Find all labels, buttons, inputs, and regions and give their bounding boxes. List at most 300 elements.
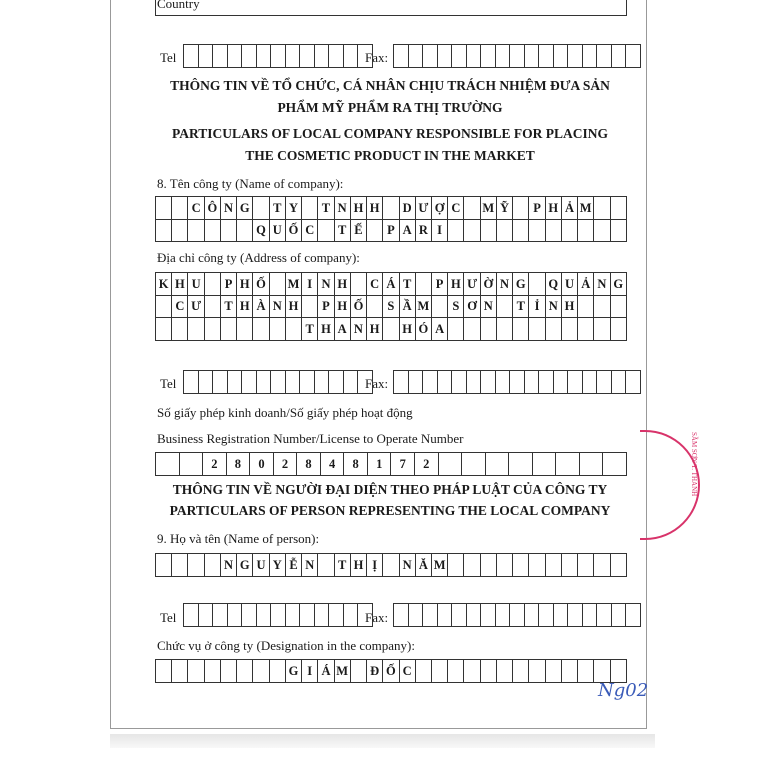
country-boxes — [155, 0, 627, 16]
char-box — [533, 453, 557, 475]
char-box: G — [513, 273, 529, 295]
empty-box — [344, 45, 359, 67]
char-box — [464, 554, 480, 576]
address-row — [155, 318, 627, 341]
char-box: N — [318, 273, 334, 295]
empty-box — [199, 45, 214, 67]
char-box — [578, 554, 594, 576]
company-label: 8. Tên công ty (Name of company): — [157, 176, 344, 191]
char-box: Á — [383, 273, 399, 295]
char-box: G — [613, 277, 624, 291]
empty-box — [394, 371, 409, 393]
char-box: A — [400, 219, 416, 241]
char-box: P — [529, 197, 545, 219]
char-box: G — [286, 660, 302, 682]
char-box — [562, 660, 578, 682]
char-box: N — [221, 554, 237, 576]
empty-box — [213, 604, 228, 626]
empty-box — [329, 371, 344, 393]
char-box: U — [562, 273, 578, 295]
char-box: Ỹ — [497, 197, 513, 219]
empty-box — [271, 604, 286, 626]
char-box: H — [335, 273, 351, 295]
char-box — [172, 219, 188, 241]
char-box: Ơ — [464, 295, 480, 317]
char-box — [286, 318, 302, 340]
char-box: 0 — [250, 453, 274, 475]
empty-box — [242, 604, 257, 626]
section-title-vn: THÔNG TIN VỀ TỔ CHỨC, CÁ NHÂN CHỊU TRÁCH NHIỆM ĐƯA SẢN PHẨM MỸ PHẨM RA THỊ TRƯỜNG — [170, 78, 610, 115]
char-box: Y — [270, 554, 286, 576]
person-row — [155, 553, 627, 577]
empty-box — [300, 604, 315, 626]
empty-box — [228, 604, 243, 626]
tel-label: Tel — [160, 610, 177, 625]
empty-box — [423, 604, 438, 626]
char-box — [497, 318, 513, 340]
char-box — [237, 660, 253, 682]
empty-box — [423, 45, 438, 67]
char-box — [594, 197, 610, 219]
char-box — [156, 295, 172, 317]
char-box: H — [335, 295, 351, 317]
char-box — [156, 660, 172, 682]
char-box — [594, 318, 610, 340]
char-box: N — [400, 554, 416, 576]
char-box: N — [270, 295, 286, 317]
char-box — [611, 295, 626, 317]
empty-box — [583, 604, 598, 626]
char-box — [221, 318, 237, 340]
char-box — [205, 554, 221, 576]
char-box — [529, 273, 545, 295]
char-box: 8 — [297, 453, 321, 475]
char-box — [497, 295, 513, 317]
char-box — [529, 318, 545, 340]
empty-box — [496, 604, 511, 626]
char-box: I — [302, 273, 318, 295]
char-box — [611, 219, 626, 241]
char-box: T — [400, 273, 416, 295]
char-box — [481, 660, 497, 682]
company-stamp: SẦM SƠN T. THANH — [640, 430, 700, 540]
char-box: H — [351, 197, 367, 219]
char-box: À — [253, 295, 269, 317]
char-box: N — [497, 273, 513, 295]
char-box: Ả — [578, 273, 594, 295]
empty-box — [481, 45, 496, 67]
char-box — [205, 318, 221, 340]
empty-box — [554, 371, 569, 393]
char-box: Ă — [416, 554, 432, 576]
char-box — [513, 554, 529, 576]
char-box — [205, 660, 221, 682]
char-box — [432, 295, 448, 317]
char-box: P — [432, 273, 448, 295]
char-box — [448, 219, 464, 241]
char-box: A — [432, 318, 448, 340]
char-box: 2 — [415, 453, 439, 475]
char-box — [497, 554, 513, 576]
empty-box — [525, 604, 540, 626]
char-box — [188, 554, 204, 576]
char-box — [513, 197, 529, 219]
char-box: N — [351, 318, 367, 340]
char-box: Y — [286, 197, 302, 219]
char-box — [464, 219, 480, 241]
license-row — [155, 452, 627, 476]
char-box: T — [318, 197, 334, 219]
address-label: Địa chỉ công ty (Address of company): — [157, 250, 360, 265]
char-box: Ó — [416, 318, 432, 340]
char-box — [351, 660, 367, 682]
char-box: Ỉ — [529, 295, 545, 317]
char-box: H — [237, 295, 253, 317]
empty-box — [568, 604, 583, 626]
empty-box — [184, 604, 199, 626]
empty-box — [452, 371, 467, 393]
empty-box — [394, 45, 409, 67]
char-box — [546, 554, 562, 576]
char-box: Ư — [188, 295, 204, 317]
empty-box — [242, 371, 257, 393]
char-box: T — [335, 219, 351, 241]
char-box — [448, 554, 464, 576]
char-box: Ố — [253, 273, 269, 295]
empty-box — [496, 371, 511, 393]
char-box — [594, 660, 610, 682]
char-box: P — [221, 273, 237, 295]
empty-box — [612, 45, 627, 67]
char-box — [383, 318, 399, 340]
empty-box — [554, 604, 569, 626]
char-box: K — [156, 273, 172, 295]
char-box — [497, 660, 513, 682]
char-box: S — [448, 295, 464, 317]
char-box — [481, 554, 497, 576]
char-box — [611, 660, 626, 682]
char-box: H — [237, 273, 253, 295]
empty-box — [257, 371, 272, 393]
person-section-en: PARTICULARS OF PERSON REPRESENTING THE LOCAL COMPANY — [169, 503, 611, 518]
empty-box — [554, 45, 569, 67]
company-row — [155, 196, 627, 220]
char-box: Ố — [286, 219, 302, 241]
char-box — [156, 453, 180, 475]
empty-box — [626, 604, 640, 626]
empty-box — [329, 604, 344, 626]
empty-box — [344, 371, 359, 393]
empty-box — [300, 45, 315, 67]
char-box — [172, 318, 188, 340]
char-box — [594, 295, 610, 317]
char-box — [270, 273, 286, 295]
char-box: Q — [546, 273, 562, 295]
empty-box — [539, 371, 554, 393]
empty-box — [344, 604, 359, 626]
char-box — [578, 295, 594, 317]
empty-box — [568, 371, 583, 393]
char-box — [253, 660, 269, 682]
char-box — [481, 219, 497, 241]
empty-box — [184, 45, 199, 67]
fax-boxes — [393, 603, 641, 627]
char-box: C — [172, 295, 188, 317]
empty-box — [597, 604, 612, 626]
license-label-vn: Số giấy phép kinh doanh/Số giấy phép hoạt động — [157, 405, 413, 420]
char-box: H — [172, 273, 188, 295]
empty-box — [228, 45, 243, 67]
char-box: Ờ — [481, 273, 497, 295]
empty-box — [271, 371, 286, 393]
char-box: Ợ — [432, 197, 448, 219]
char-box — [594, 219, 610, 241]
char-box: Ầ — [400, 295, 416, 317]
char-box — [497, 219, 513, 241]
empty-box — [525, 371, 540, 393]
empty-box — [467, 45, 482, 67]
char-box: T — [221, 295, 237, 317]
char-box — [529, 219, 545, 241]
char-box: D — [400, 197, 416, 219]
char-box — [439, 453, 463, 475]
char-box — [351, 273, 367, 295]
char-box — [180, 453, 204, 475]
char-box — [578, 219, 594, 241]
char-box: T — [302, 318, 318, 340]
char-box — [172, 660, 188, 682]
char-box — [578, 318, 594, 340]
char-box — [318, 554, 334, 576]
char-box — [603, 453, 626, 475]
char-box: 8 — [344, 453, 368, 475]
char-box: M — [335, 660, 351, 682]
char-box: H — [448, 273, 464, 295]
char-box — [302, 295, 318, 317]
char-box: T — [513, 295, 529, 317]
char-box: C — [188, 197, 204, 219]
char-box — [448, 660, 464, 682]
person-label: 9. Họ và tên (Name of person): — [157, 531, 320, 546]
company-row — [155, 219, 627, 242]
empty-box — [510, 371, 525, 393]
empty-box — [568, 45, 583, 67]
char-box: M — [432, 554, 448, 576]
char-box — [546, 318, 562, 340]
char-box: 8 — [227, 453, 251, 475]
char-box — [383, 554, 399, 576]
char-box: M — [416, 295, 432, 317]
char-box — [513, 318, 529, 340]
char-box: I — [302, 660, 318, 682]
char-box — [416, 273, 432, 295]
char-box — [172, 554, 188, 576]
char-box — [462, 453, 486, 475]
empty-box — [423, 371, 438, 393]
char-box: Ư — [464, 273, 480, 295]
char-box: 1 — [368, 453, 392, 475]
char-box — [172, 197, 188, 219]
char-box — [416, 660, 432, 682]
empty-box — [612, 371, 627, 393]
fax-boxes — [393, 370, 641, 394]
fax-label: Fax: — [365, 610, 389, 625]
char-box: H — [367, 318, 383, 340]
char-box: Ư — [416, 197, 432, 219]
char-box: N — [594, 273, 610, 295]
tel-boxes — [183, 603, 373, 627]
char-box — [383, 197, 399, 219]
empty-box — [496, 45, 511, 67]
empty-box — [583, 371, 598, 393]
address-row — [155, 295, 627, 318]
char-box: N — [546, 295, 562, 317]
designation-label: Chức vụ ở công ty (Designation in the company): — [157, 638, 415, 653]
char-box: N — [302, 554, 318, 576]
page-shadow — [110, 734, 655, 748]
char-box: C — [448, 197, 464, 219]
empty-box — [286, 604, 301, 626]
empty-box — [315, 604, 330, 626]
empty-box — [510, 604, 525, 626]
char-box: I — [432, 219, 448, 241]
empty-box — [300, 371, 315, 393]
char-box — [562, 219, 578, 241]
char-box — [611, 318, 626, 340]
char-box: Ị — [367, 554, 383, 576]
char-box — [270, 660, 286, 682]
empty-box — [481, 604, 496, 626]
tel-boxes — [183, 44, 373, 68]
char-box — [556, 453, 580, 475]
signature: Ng02 — [598, 680, 649, 701]
empty-box — [525, 45, 540, 67]
address-row — [155, 272, 627, 296]
char-box — [270, 318, 286, 340]
char-box — [529, 660, 545, 682]
person-section-vn: THÔNG TIN VỀ NGƯỜI ĐẠI DIỆN THEO PHÁP LUẬT CỦA CÔNG TY — [172, 482, 608, 497]
license-label-en: Business Registration Number/License to Operate Number — [157, 431, 464, 446]
char-box: Q — [253, 219, 269, 241]
empty-box — [626, 45, 640, 67]
char-box: 2 — [203, 453, 227, 475]
designation-row — [155, 659, 627, 683]
char-box: 7 — [391, 453, 415, 475]
char-box: M — [578, 197, 594, 219]
empty-box — [184, 371, 199, 393]
char-box: U — [253, 554, 269, 576]
char-box: T — [335, 554, 351, 576]
char-box: Ố — [351, 295, 367, 317]
char-box — [205, 295, 221, 317]
char-box: Đ — [367, 660, 383, 682]
char-box: Ố — [383, 660, 399, 682]
char-box: H — [400, 318, 416, 340]
char-box: N — [335, 197, 351, 219]
section-title-en: PARTICULARS OF LOCAL COMPANY RESPONSIBLE FOR PLACING THE COSMETIC PRODUCT IN THE MARKET — [171, 126, 609, 163]
country-label: Country — [157, 0, 200, 11]
char-box — [562, 318, 578, 340]
char-box — [513, 219, 529, 241]
char-box — [156, 197, 172, 219]
empty-box — [452, 45, 467, 67]
char-box: G — [237, 197, 253, 219]
empty-box — [286, 371, 301, 393]
fax-label: Fax: — [365, 50, 389, 65]
char-box: P — [383, 219, 399, 241]
char-box — [253, 318, 269, 340]
empty-box — [409, 45, 424, 67]
char-box — [205, 219, 221, 241]
char-box — [156, 219, 172, 241]
char-box: H — [546, 197, 562, 219]
char-box — [237, 318, 253, 340]
char-box — [448, 318, 464, 340]
char-box — [611, 197, 626, 219]
char-box — [221, 660, 237, 682]
char-box: N — [481, 295, 497, 317]
char-box: H — [286, 295, 302, 317]
empty-box — [315, 45, 330, 67]
char-box — [302, 197, 318, 219]
char-box: 2 — [274, 453, 298, 475]
empty-box — [438, 604, 453, 626]
empty-box — [597, 45, 612, 67]
char-box: R — [416, 219, 432, 241]
char-box — [253, 197, 269, 219]
char-box: U — [188, 273, 204, 295]
empty-box — [438, 371, 453, 393]
char-box — [464, 318, 480, 340]
char-box: H — [351, 554, 367, 576]
empty-box — [213, 45, 228, 67]
char-box — [486, 453, 510, 475]
char-box — [611, 554, 626, 576]
char-box — [432, 660, 448, 682]
empty-box — [242, 45, 257, 67]
char-box — [578, 660, 594, 682]
char-box — [464, 660, 480, 682]
char-box: G — [237, 554, 253, 576]
char-box: M — [286, 273, 302, 295]
char-box: H — [562, 295, 578, 317]
char-box — [580, 453, 604, 475]
char-box: H — [367, 197, 383, 219]
char-box: Ế — [351, 219, 367, 241]
empty-box — [612, 604, 627, 626]
empty-box — [583, 45, 598, 67]
empty-box — [597, 371, 612, 393]
char-box: Ễ — [286, 554, 302, 576]
char-box: N — [221, 197, 237, 219]
empty-box — [394, 604, 409, 626]
empty-box — [329, 45, 344, 67]
empty-box — [626, 371, 640, 393]
char-box — [546, 660, 562, 682]
empty-box — [257, 45, 272, 67]
char-box: P — [318, 295, 334, 317]
char-box — [529, 554, 545, 576]
char-box: C — [302, 219, 318, 241]
empty-box — [539, 45, 554, 67]
empty-box — [271, 45, 286, 67]
empty-box — [199, 604, 214, 626]
char-box — [367, 295, 383, 317]
fax-boxes — [393, 44, 641, 68]
empty-box — [228, 371, 243, 393]
empty-box — [467, 371, 482, 393]
char-box: A — [335, 318, 351, 340]
